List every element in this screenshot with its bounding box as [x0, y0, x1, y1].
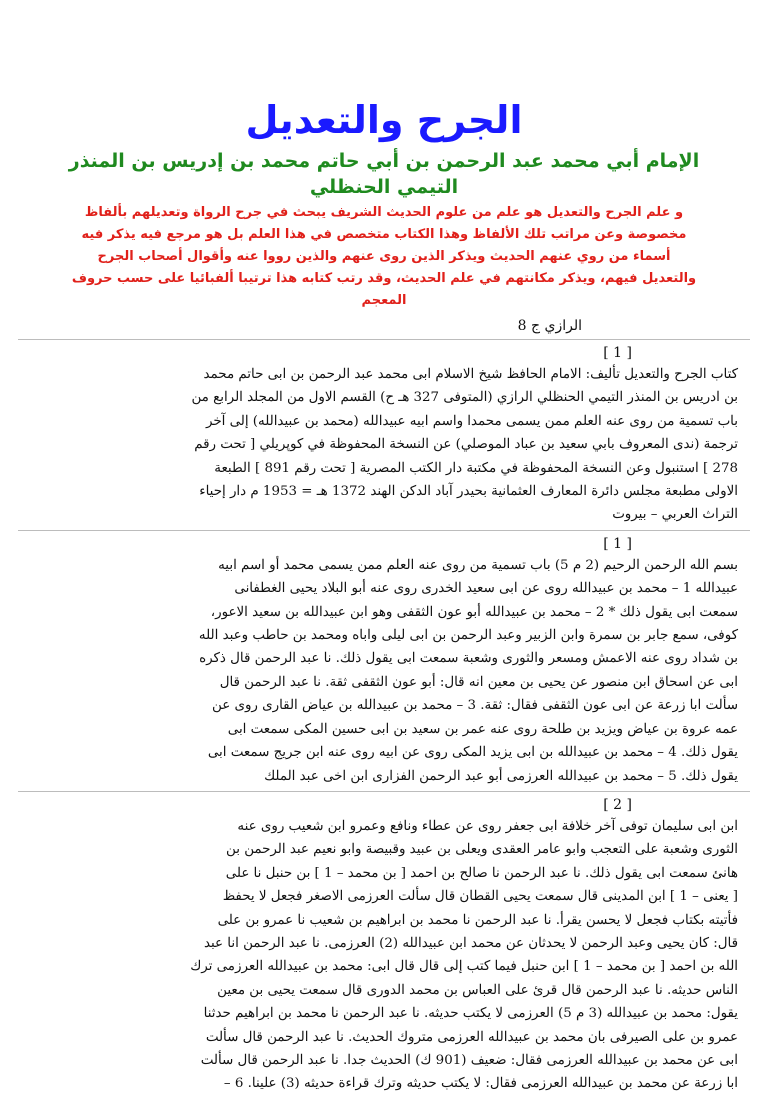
- description-line: والتعديل فيهم، ويذكر مكانتهم في علم الحديث، وقد رتب كتابه هذا ترتيبا ألفبائيا على حسب حروف: [71, 271, 697, 286]
- text-line: باب تسمية من روى عنه العلم ممن يسمى محمدا واسم ابيه عبيدالله (محمد بن عبيدالله) إلى آخر: [205, 413, 738, 429]
- description-line: أسماء من روي عنهم الحديث ويذكر الذين روى عنهم والذين رووا عنه وأقوال أصحاب الجرح: [97, 249, 671, 264]
- text-line: سألت ابا زرعة عن ابى عون الثقفى فقال: ثقة. 3 – محمد بن عبيدالله بن عياض القارى روى عن: [212, 698, 738, 714]
- text-line: الناس حديثه. نا عبد الرحمن قال قرئ على العباس بن محمد الدورى قال سمعت يحيى بن معين: [217, 982, 738, 998]
- volume-label: الرازي ج 8: [517, 318, 582, 334]
- divider: [18, 339, 750, 340]
- text-line: 278 ] استنبول وعن النسخة المحفوظة في مكتبة دار الكتب المصرية [ تحت رقم 891 ] الطبعة: [214, 460, 738, 476]
- text-line: هانئ سمعت ابى يقول ذلك. نا عبد الرحمن نا صالح بن احمد [ بن محمد – 1 ] بن حنبل نا على: [225, 865, 738, 881]
- description-line: المعجم: [361, 293, 407, 308]
- text-line: فأتيته بكتاب فجعل لا يحسن يقرأ. نا عبد الرحمن نا محمد بن ابراهيم بن شعيب نا عمرو بن على: [217, 912, 738, 928]
- text-line: كتاب الجرح والتعديل تأليف: الامام الحافظ شيخ الاسلام ابى محمد عبد الرحمن بن ابى حاتم محمد: [203, 367, 738, 382]
- author-line-1: الإمام أبي محمد عبد الرحمن بن أبي حاتم محمد بن إدريس بن المنذر: [68, 150, 700, 172]
- text-line: عبيدالله 1 – محمد بن عبيدالله روى عن ابى سعيد الخدرى روى عنه أبو البلاد يحيى الغطفانى: [234, 581, 738, 597]
- text-line: بن شداد روى عنه الاعمش ومسعر والثورى وشعبة سمعت ابى يقول ذلك. نا عبد الرحمن قال ذكره: [199, 651, 738, 667]
- book-title: الجرح والتعديل: [245, 98, 523, 142]
- description-line: و علم الجرح والتعديل هو علم من علوم الحديث الشريف يبحث في جرح الرواة وتعديلهم بألفاظ: [84, 205, 684, 220]
- text-line: [ يعنى – 1 ] ابن المدينى قال سمعت يحيى القطان قال سألت العرزمى الاصغر فجعل لا يحفظ: [222, 889, 738, 905]
- text-line: ابن ابى سليمان توفى آخر خلافة ابى جعفر روى عن عطاء ونافع وعمرو ابن شعيب روى عنه: [237, 818, 738, 834]
- text-line: عمه عروة بن عياض ويزيد بن طلحة روى عنه عمر بن سعيد بن ابى حسين المكى سمعت ابى: [227, 721, 738, 737]
- text-line: يقول: محمد بن عبيدالله (3 م 5) العرزمى لا يكتب حديثه. نا عبد الرحمن نا محمد بن ابراهيم حدثنا: [203, 1006, 738, 1022]
- text-line: يقول ذلك. 4 – محمد بن عبيدالله بن ابى يزيد المكى روى عن ابيه روى عنه ابن جريج سمعت ابى: [207, 745, 738, 761]
- text-block: [18, 554, 750, 788]
- text-line: يقول ذلك. 5 – محمد بن عبيدالله العرزمى أبو عبد الرحمن الفزارى ابن اخى عبد الملك: [264, 768, 738, 784]
- page-marker: [ 1 ]: [603, 345, 632, 361]
- author-name: [18, 148, 750, 200]
- text-line: عمرو بن على الصيرفى بان محمد بن عبيدالله العرزمى متروك الحديث. نا عبد الرحمن قال سألت: [205, 1029, 738, 1045]
- text-block: [18, 815, 750, 1096]
- text-line: التراث العربي – بيروت: [612, 507, 738, 523]
- text-line: ابا زرعة عن محمد بن عبيدالله العرزمى فقال: لا يكتب حديثه وترك قراءة حديثه (3) علينا. 6 –: [223, 1076, 738, 1092]
- text-line: قال: كان يحيى وعبد الرحمن لا يحدثان عن محمد ابن عبيدالله (2) العرزمى. نا عبد الرحمن انا عبد: [203, 935, 738, 951]
- text-line: كوفى، سمع جابر بن سمرة وابن الزبير وعبد الرحمن بن ابى ليلى واباه ومحمد بن حاطب وعبد الله: [198, 628, 738, 644]
- text-line: سمعت ابى يقول ذلك * 2 – محمد بن عبيدالله أبو عون الثقفى وهو ابن عبيدالله بن سعيد الاعور،: [210, 604, 738, 620]
- text-block: [18, 363, 750, 527]
- text-line: ترجمة (ندى المعروف بابي سعيد بن عباد الموصلي) عن النسخة المحفوظة في كوپريلي [ تحت رقم: [194, 437, 738, 453]
- text-line: الله بن احمد [ بن محمد – 1 ] ابن حنبل فيما كتب إلى قال قال ابى: محمد بن عبيدالله العرزمى ترك: [190, 959, 738, 975]
- book-description: [18, 202, 750, 312]
- author-line-2: التيمي الحنظلي: [309, 176, 459, 198]
- text-line: بسم الله الرحمن الرحيم (2 م 5) باب تسمية من روى عنه العلم ممن يسمى محمد أو اسم ابيه: [218, 557, 738, 573]
- page-marker: [ 2 ]: [603, 796, 632, 813]
- text-line: الثورى وشعبة على التعجب وابو عامر العقدى ويعلى بن عبيد وقبيصة وابو نعيم عبد الرحمن بن: [226, 842, 738, 858]
- page-marker: [ 1 ]: [603, 535, 632, 552]
- text-line: ابى عن محمد بن عبيدالله العرزمى فقال: ضعيف (901 ك) الحديث جدا. نا عبد الرحمن قال سألت: [200, 1052, 738, 1068]
- divider: [18, 791, 750, 792]
- description-line: مخصوصة وعن مراتب تلك الألفاظ وهذا الكتاب متخصص في هذا العلم بل هو مرجع فيه يذكر فيه: [81, 227, 687, 242]
- divider: [18, 530, 750, 531]
- text-line: بن ادريس بن المنذر التيمي الحنظلي الرازي (المتوفى 327 هـ ح) القسم الاول من المجلد الرابع من: [191, 390, 738, 406]
- text-line: ابى عن اسحاق ابن منصور عن يحيى بن معين انه قال: أبو عون الثقفى ثقة. نا عبد الرحمن قال: [219, 674, 738, 690]
- text-line: الاولى مطبعة مجلس دائرة المعارف العثمانية بحيدر آباد الدكن الهند 1372 هـ = 1953 م دار إحياء: [199, 484, 738, 500]
